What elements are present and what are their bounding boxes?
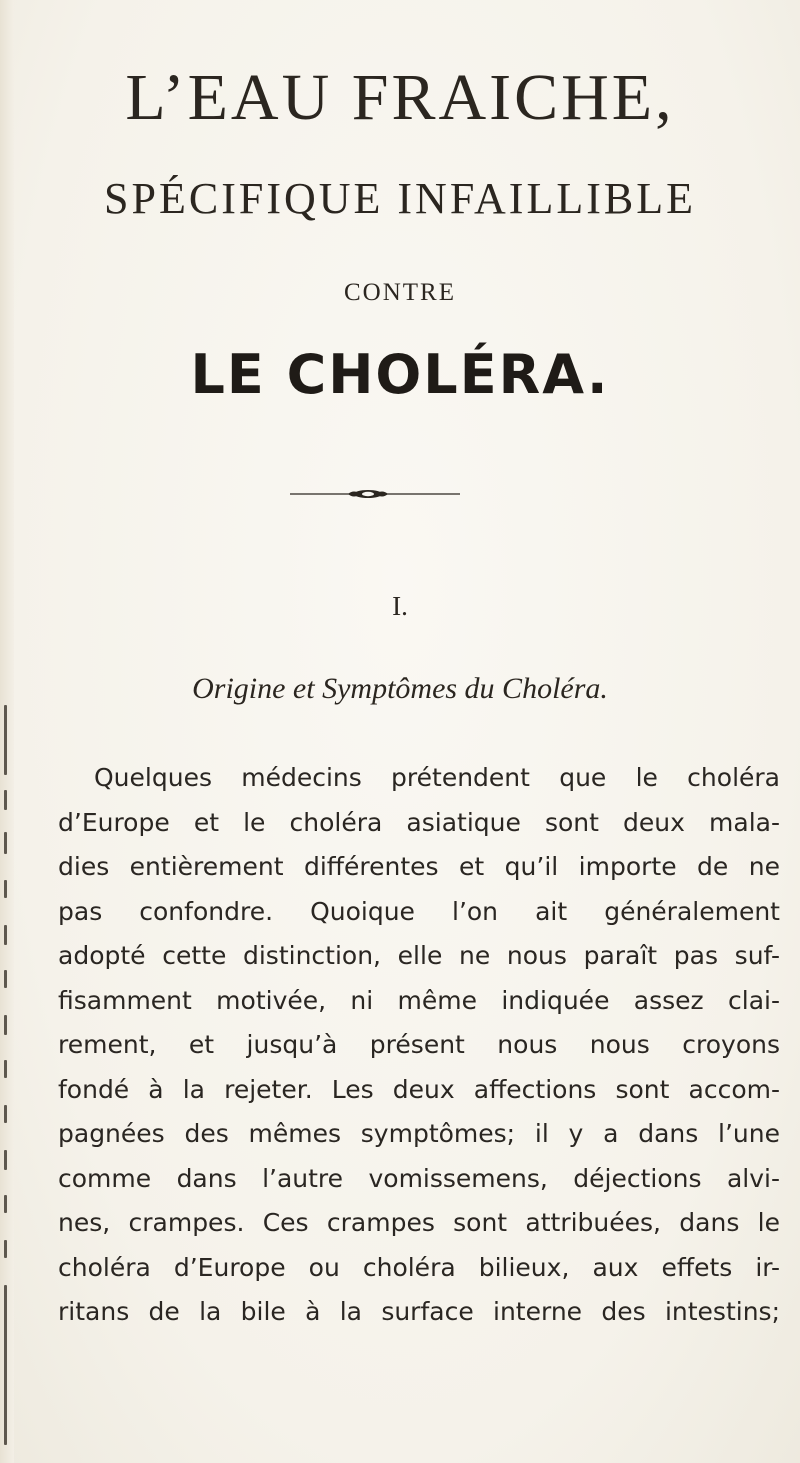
text-line: Quelques médecins prétendent que le choléra bbox=[94, 763, 780, 792]
text-line: pas confondre. Quoique l’on ait généralement bbox=[58, 896, 780, 926]
text-line: choléra d’Europe ou choléra bilieux, aux effets ir- bbox=[58, 1252, 780, 1282]
main-heading: LE CHOLÉRA. bbox=[190, 343, 610, 406]
binding-edge-mark bbox=[4, 925, 7, 945]
text-line: dies entièrement différentes et qu’il importe de ne bbox=[58, 852, 780, 881]
binding-edge-mark bbox=[4, 1060, 7, 1078]
binding-edge-mark bbox=[4, 1195, 7, 1213]
page-subtitle: SPÉCIFIQUE INFAILLIBLE bbox=[104, 174, 696, 223]
binding-edge-mark bbox=[4, 1240, 7, 1258]
text-line: fisamment motivée, ni même indiquée assez clai- bbox=[58, 985, 780, 1015]
section-title: Origine et Symptômes du Choléra. bbox=[192, 672, 608, 705]
binding-edge-mark bbox=[4, 705, 7, 775]
binding-edge-mark bbox=[4, 880, 7, 898]
text-line: rement, et jusqu’à présent nous nous croyons bbox=[58, 1030, 780, 1059]
body-paragraph bbox=[58, 756, 780, 1335]
binding-edge-mark bbox=[4, 1150, 7, 1170]
text-line: d’Europe et le choléra asiatique sont deux mala- bbox=[58, 807, 780, 837]
page-title: L’EAU FRAICHE, bbox=[125, 61, 675, 134]
binding-edge-mark bbox=[4, 1105, 7, 1123]
binding-edge-mark bbox=[4, 1015, 7, 1035]
section-number: I. bbox=[392, 591, 408, 621]
binding-edge-mark bbox=[4, 970, 7, 988]
text-line: adopté cette distinction, elle ne nous paraît pas suf- bbox=[58, 941, 780, 970]
binding-edge-mark bbox=[4, 1285, 7, 1445]
text-line: ritans de la bile à la surface interne des intestins; bbox=[58, 1297, 780, 1326]
ornamental-rule-icon bbox=[290, 487, 460, 501]
text-line: fondé à la rejeter. Les deux affections sont accom- bbox=[58, 1074, 780, 1104]
text-line: pagnées des mêmes symptômes; il y a dans l’une bbox=[58, 1119, 780, 1148]
binding-edge-mark bbox=[4, 790, 7, 810]
contre-label: CONTRE bbox=[344, 279, 456, 306]
text-line: nes, crampes. Ces crampes sont attribuées, dans le bbox=[58, 1208, 780, 1237]
text-line: comme dans l’autre vomissemens, déjections alvi- bbox=[58, 1163, 780, 1193]
binding-edge-mark bbox=[4, 832, 7, 854]
